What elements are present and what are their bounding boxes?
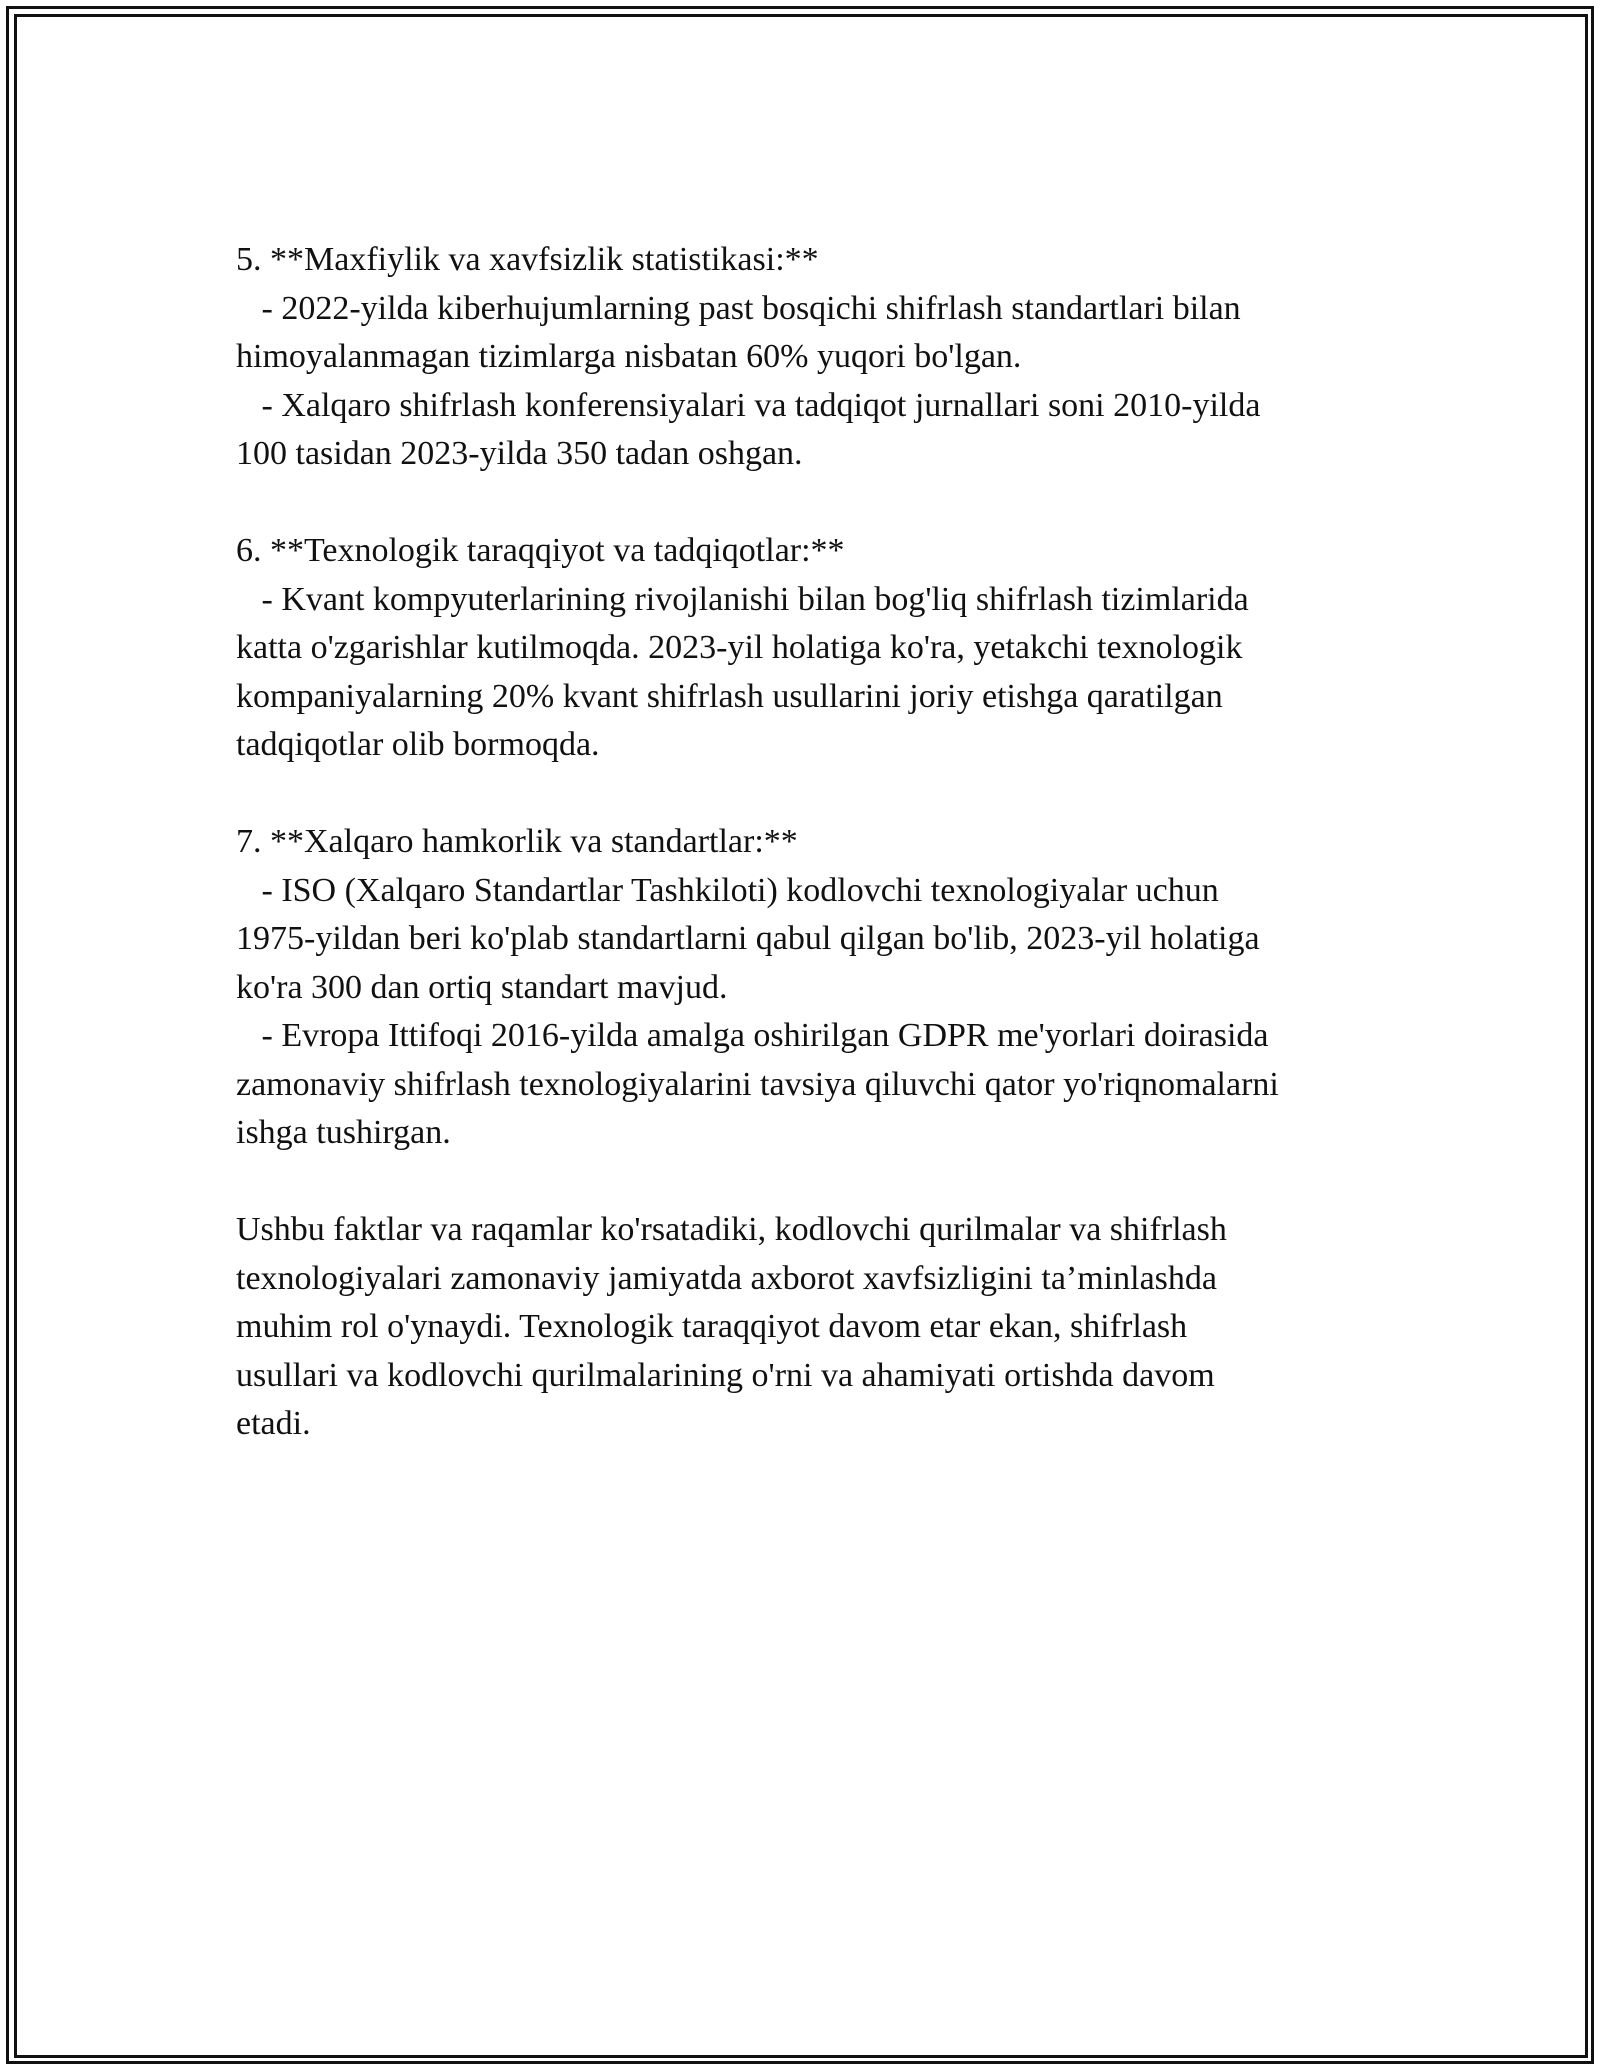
bullet-line: zamonaviy shifrlash texnologiyalarini tavsiya qiluvchi qator yo'riqnomalarni [236, 1065, 1279, 1103]
bullet-line: - Kvant kompyuterlarining rivojlanishi bilan bog'liq shifrlash tizimlarida [236, 580, 1249, 618]
bullet-line: 100 tasidan 2023-yilda 350 tadan oshgan. [236, 435, 803, 472]
bullet-line: - Evropa Ittifoqi 2016-yilda amalga oshirilgan GDPR me'yorlari doirasida [236, 1017, 1269, 1054]
bullet-line: - ISO (Xalqaro Standartlar Tashkiloti) kodlovchi texnologiyalar uchun [236, 871, 1219, 909]
bullet-item [236, 1012, 1376, 1158]
bullet-item [236, 382, 1376, 479]
conclusion-line: texnologiyalari zamonaviy jamiyatda axborot xavfsizligini ta’minlashda [236, 1259, 1217, 1297]
conclusion-paragraph [236, 1206, 1376, 1449]
section-heading: 6. **Texnologik taraqqiyot va tadqiqotlar:** [236, 532, 845, 569]
bullet-line: ishga tushirgan. [236, 1114, 451, 1151]
section-heading: 7. **Xalqaro hamkorlik va standartlar:** [236, 823, 798, 860]
bullet-line: himoyalanmagan tizimlarga nisbatan 60% yuqori bo'lgan. [236, 338, 1022, 375]
conclusion-line: usullari va kodlovchi qurilmalarining o'rni va ahamiyati ortishda davom [236, 1356, 1215, 1394]
bullet-line: 1975-yildan beri ko'plab standartlarni qabul qilgan bo'lib, 2023-yil holatiga [236, 920, 1260, 957]
bullet-line: tadqiqotlar olib bormoqda. [236, 726, 600, 763]
section-tech-progress [236, 527, 1376, 770]
conclusion-line: etadi. [236, 1405, 311, 1442]
section-heading: 5. **Maxfiylik va xavfsizlik statistikasi:** [236, 241, 819, 278]
document-body [236, 236, 1376, 1497]
bullet-line: kompaniyalarning 20% kvant shifrlash usullarini joriy etishga qaratilgan [236, 677, 1223, 715]
bullet-line: - 2022-yilda kiberhujumlarning past bosqichi shifrlash standartlari bilan [236, 289, 1241, 327]
section-international-cooperation [236, 818, 1376, 1158]
bullet-line: katta o'zgarishlar kutilmoqda. 2023-yil holatiga ko'ra, yetakchi texnologik [236, 629, 1243, 666]
bullet-line: ko'ra 300 dan ortiq standart mavjud. [236, 968, 728, 1006]
bullet-item [236, 285, 1376, 382]
bullet-line: - Xalqaro shifrlash konferensiyalari va tadqiqot jurnallari soni 2010-yilda [236, 386, 1261, 424]
conclusion-line: muhim rol o'ynaydi. Texnologik taraqqiyot davom etar ekan, shifrlash [236, 1308, 1188, 1345]
conclusion-line: Ushbu faktlar va raqamlar ko'rsatadiki, kodlovchi qurilmalar va shifrlash [236, 1211, 1227, 1248]
bullet-item [236, 576, 1376, 770]
bullet-item [236, 867, 1376, 1013]
section-privacy-security [236, 236, 1376, 479]
